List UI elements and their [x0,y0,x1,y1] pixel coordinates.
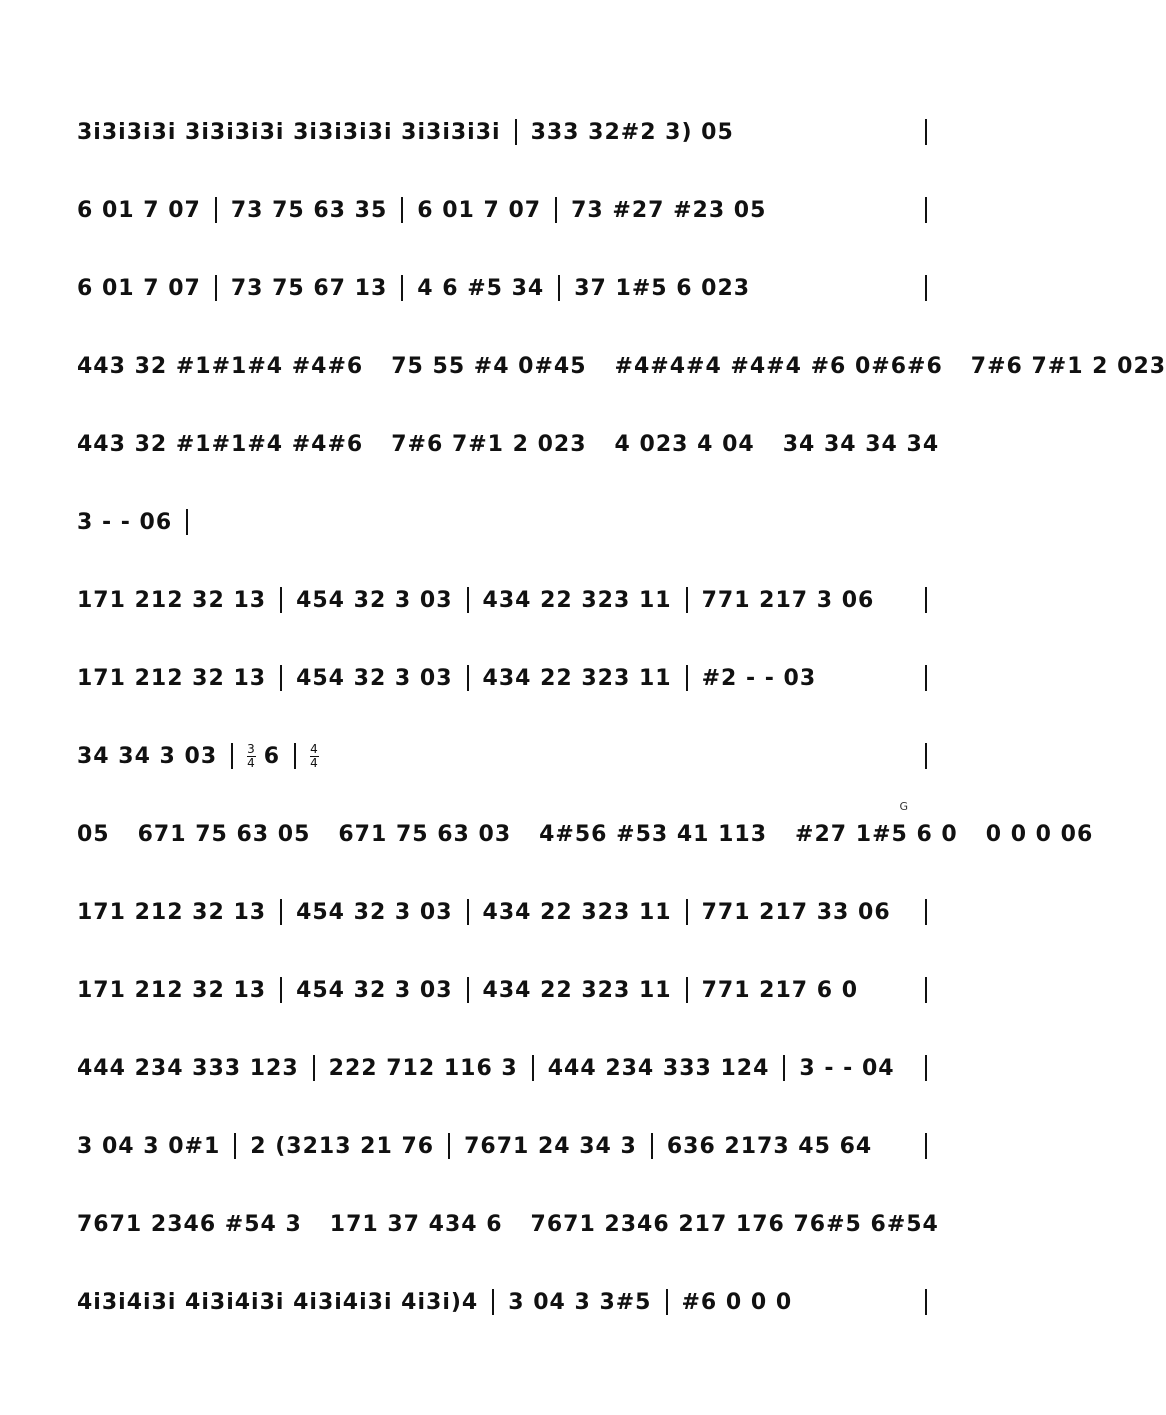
measure-notes: 37 1#5 6 023 [574,275,751,301]
measure-notes: 75 55 #4 0#45 [391,353,587,379]
end-bar-line [925,1289,927,1315]
end-bar-line [925,665,927,691]
measure-notes: 7#6 7#1 2 023 [391,431,587,457]
measure-notes: 434 22 323 11 [482,977,672,1003]
score-line [77,1204,939,1244]
bar-line [448,1133,450,1159]
bar-line [401,275,403,301]
bar-line [555,197,557,223]
measure-notes: 171 212 32 13 [77,899,267,925]
measure-notes: 444 234 333 124 [547,1055,770,1081]
measure-notes: 333 32#2 3) 05 [530,119,734,145]
measure-notes: 444 234 333 123 [77,1055,299,1081]
measure-notes: 636 2173 45 64 [666,1133,873,1159]
score-line [77,800,1094,854]
score-line [77,346,1166,386]
measure-notes: 671 75 63 03 [338,821,512,847]
bar-line [401,197,403,223]
end-bar-line [925,197,927,223]
bar-line [686,665,688,691]
end-bar-line [925,587,927,613]
measure-notes: 454 32 3 03 [296,977,453,1003]
bar-line [467,899,469,925]
measure-notes: 3i3i3i3i 3i3i3i3i 3i3i3i3i 3i3i3i3i [77,119,501,145]
measure-notes: 6 01 7 07 [417,197,542,223]
measure-notes: #27 1#5 6 0 [795,821,958,847]
measure-notes: 4 6 #5 34 [417,275,545,301]
bar-line [686,977,688,1003]
bar-line [783,1055,785,1081]
bar-line [280,587,282,613]
measure-notes: 171 37 434 6 [329,1211,503,1237]
measure-notes: 3 04 3 3#5 [508,1289,652,1315]
end-bar-line [925,977,927,1003]
measure-notes: 34 34 3 03 [77,743,218,769]
bar-line [294,743,296,769]
measure-notes: 671 75 63 05 [137,821,311,847]
end-bar-line [925,899,927,925]
bar-line [467,977,469,1003]
measure-notes: 4#56 #53 41 113 [539,821,768,847]
bar-line [467,587,469,613]
score-line [77,1282,927,1322]
end-bar-line [925,1055,927,1081]
measure-notes: 7671 24 34 3 [464,1133,637,1159]
measure-notes: 171 212 32 13 [77,665,267,691]
measure-notes: 0 0 0 06 [985,821,1094,847]
score-line [77,892,927,932]
bar-line [280,977,282,1003]
bar-line [234,1133,236,1159]
measure-notes: 3 - - 04 [799,1055,895,1081]
score-line [77,112,927,152]
bar-line [280,899,282,925]
bar-line [215,197,217,223]
measure-notes: #4#4#4 #4#4 #6 0#6#6 [614,353,943,379]
end-bar-line [925,1133,927,1159]
score-line [77,268,927,308]
measure-notes: 2 (3213 21 76 [250,1133,435,1159]
measure-notes: 7671 2346 #54 3 [77,1211,302,1237]
measure-notes: 454 32 3 03 [296,587,453,613]
bar-line [532,1055,534,1081]
measure-notes: 454 32 3 03 [296,899,453,925]
measure-notes: 6 01 7 07 [77,275,201,301]
end-bar-line [925,743,927,769]
measure-notes: 73 75 67 13 [230,275,388,301]
measure-notes: 771 217 33 06 [701,899,891,925]
end-bar-line [925,119,927,145]
measure-notes: 6 [263,743,281,769]
bar-line [280,665,282,691]
bar-line [467,665,469,691]
measure-notes: 3 04 3 0#1 [77,1133,221,1159]
measure-notes: #6 0 0 0 [681,1289,793,1315]
bar-line [686,587,688,613]
measure-notes: 443 32 #1#1#4 #4#6 [77,431,364,457]
bar-line [515,119,517,145]
bar-line [231,743,233,769]
bar-line [666,1289,668,1315]
score-line [77,190,927,230]
measure-notes: 222 712 116 3 [328,1055,518,1081]
score-line [77,658,927,698]
measure-notes: 434 22 323 11 [482,587,672,613]
measure-notes: 171 212 32 13 [77,977,267,1003]
score-line [77,970,927,1010]
bar-line [686,899,688,925]
measure-notes: #2 - - 03 [701,665,817,691]
measure-notes: 771 217 3 06 [701,587,875,613]
score-line [77,1126,927,1166]
score-line [77,502,927,542]
measure-notes: 771 217 6 0 [701,977,859,1003]
measure-notes: 7671 2346 217 176 76#5 6#54 [530,1211,939,1237]
time-signature: 3 4 [247,741,256,770]
time-signature: 4 4 [310,741,319,770]
score-line [77,1048,927,1088]
measure-notes: 171 212 32 13 [77,587,267,613]
measure-notes: 6 01 7 07 [77,197,201,223]
measure-notes: 434 22 323 11 [482,899,672,925]
measure-notes: 434 22 323 11 [482,665,672,691]
bar-line [492,1289,494,1315]
bar-line [313,1055,315,1081]
bar-line [558,275,560,301]
chord-symbol: G [899,800,909,813]
measure-notes: 05 [77,821,110,847]
measure-notes: 4i3i4i3i 4i3i4i3i 4i3i4i3i 4i3i)4 [77,1289,479,1315]
measure-notes: 7#6 7#1 2 023 [970,353,1166,379]
measure-notes: 3 - - 06 [77,509,173,535]
measure-notes: 443 32 #1#1#4 #4#6 [77,353,364,379]
measure-notes: 73 #27 #23 05 [571,197,767,223]
score-line [77,736,927,776]
end-bar-line [186,509,188,535]
score-line [77,424,940,464]
end-bar-line [925,275,927,301]
measure-notes: 73 75 63 35 [230,197,388,223]
score-line [77,580,927,620]
measure-notes: 34 34 34 34 [782,431,940,457]
bar-line [215,275,217,301]
measure-notes: 454 32 3 03 [296,665,453,691]
measure-notes: 4 023 4 04 [614,431,755,457]
bar-line [651,1133,653,1159]
